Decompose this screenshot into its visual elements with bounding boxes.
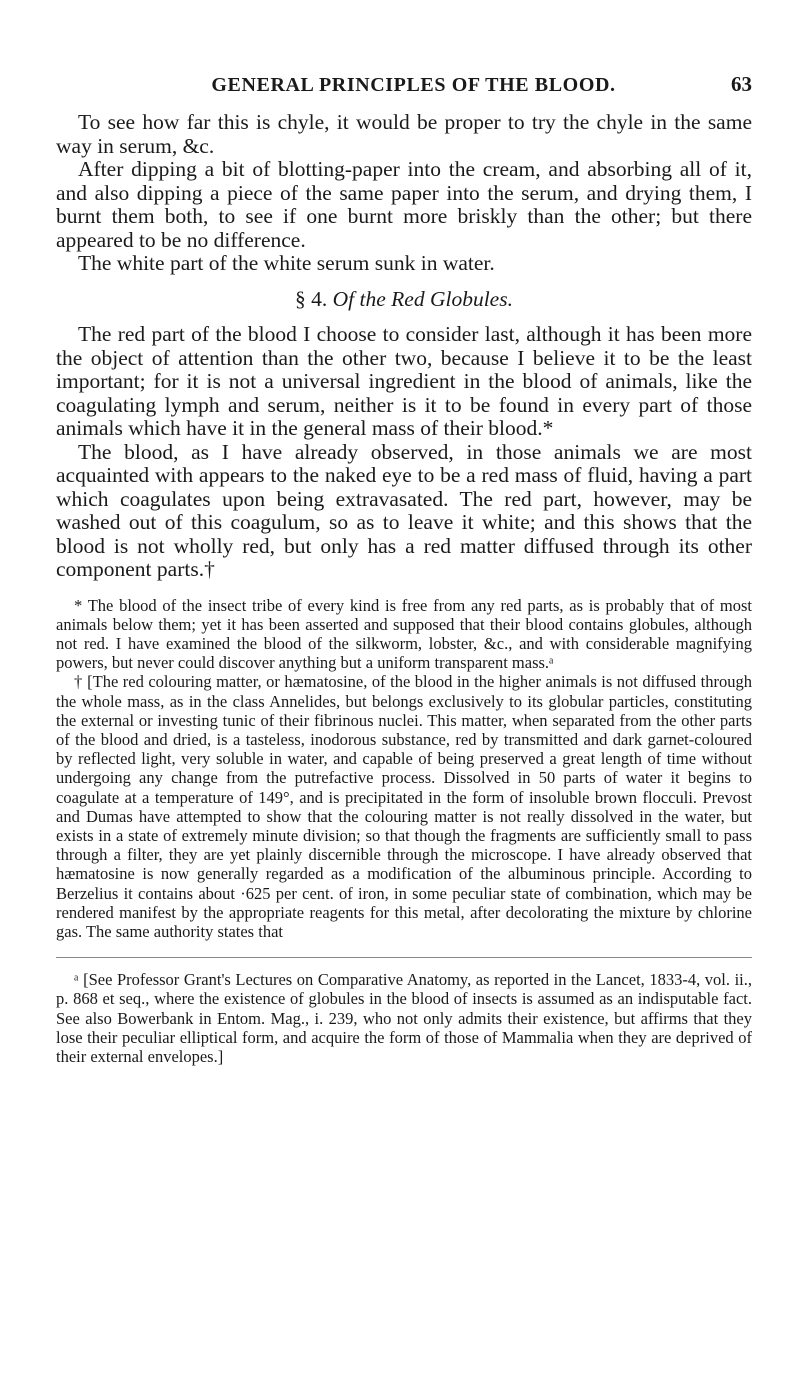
paragraph: To see how far this is chyle, it would be proper to try the chyle in the same way in serum, &c. [56, 110, 752, 158]
sub-footnote: ᵃ [See Professor Grant's Lectures on Comparative Anatomy, as reported in the Lancet, 1833-4, vol. ii., p. 868 et seq., where the existence of globules in the blood of insects is assumed as an indisputable fact. See also Bowerbank in Entom. Mag., i. 239, who not only admits their existence, but affirms that they lose their peculiar elliptical form, and acquire the form of those of Mammalia when they are deprived of their external envelopes.] [56, 970, 752, 1066]
section-heading [56, 288, 752, 312]
paragraph: The blood, as I have already observed, in those animals we are most acquainted with appears to the naked eye to be a red mass of fluid, having a part which coagulates upon being extravasated. The red part, however, may be washed out of this coagulum, so as to leave it white; and this shows that the blood is not wholly red, but only has a red matter diffused through its other component parts.† [56, 439, 752, 581]
sub-footnotes [56, 957, 752, 1066]
footnote: * The blood of the insect tribe of every kind is free from any red parts, as is probably that of most animals below them; yet it has been asserted and supposed that their blood contains globules, although not red. I have examined the blood of the silkworm, lobster, &c., and with considerable magnifying powers, but never could discover anything but a uniform transparent mass.ᵃ [56, 595, 752, 673]
paragraph: The red part of the blood I choose to consider last, although it has been more the object of attention than the other two, because I believe it to be the least important; for it is not a universal ingredient in the blood of animals, like the coagulating lymph and serum, neither is it to be found in every part of those animals which have it in the general mass of their blood.* [56, 322, 752, 440]
section-title: Of the Red Globules. [332, 286, 513, 311]
main-text [56, 111, 752, 582]
section-number: § 4. [295, 286, 328, 311]
page-number: 63 [731, 72, 752, 96]
page-header [56, 0, 752, 97]
paragraph: After dipping a bit of blotting-paper into the cream, and absorbing all of it, and also dipping a piece of the same paper into the serum, and drying them, I burnt them both, to see if one burnt more briskly than the other; but there appeared to be no difference. [56, 157, 752, 252]
footnotes [56, 596, 752, 942]
footnote: † [The red colouring matter, or hæmatosine, of the blood in the higher animals is not diffused through the whole mass, as in the class Annelides, but belongs exclusively to its globular particles, constituting the external or investing tunic of their fibrinous nuclei. This matter, when separated from the other parts of the blood and dried, is a tasteless, inodorous substance, red by transmitted and dark garnet-coloured by reflected light, very soluble in water, and capable of being preserved a great length of time without undergoing any change from the putrefactive process. Dissolved in 50 parts of water it begins to coagulate at a temperature of 149°, and is precipitated in the form of insoluble brown flocculi. Prevost and Dumas have attempted to show that the colouring matter is not really dissolved in the water, but exists in a state of extremely minute division; so that though the fragments are sufficiently small to pass through a filter, they are yet plainly discernible through the microscope. I have already observed that hæmatosine is now generally regarded as a modification of the albuminous principle. According to Berzelius it contains about ·625 per cent. of iron, in some peculiar state of combination, which may be rendered manifest by the appropriate reagents for this metal, after decolorating the mixture by chlorine gas. The same authority states that [56, 672, 752, 941]
paragraph: The white part of the white serum sunk in water. [78, 251, 495, 275]
running-title: GENERAL PRINCIPLES OF THE BLOOD. [211, 74, 616, 96]
